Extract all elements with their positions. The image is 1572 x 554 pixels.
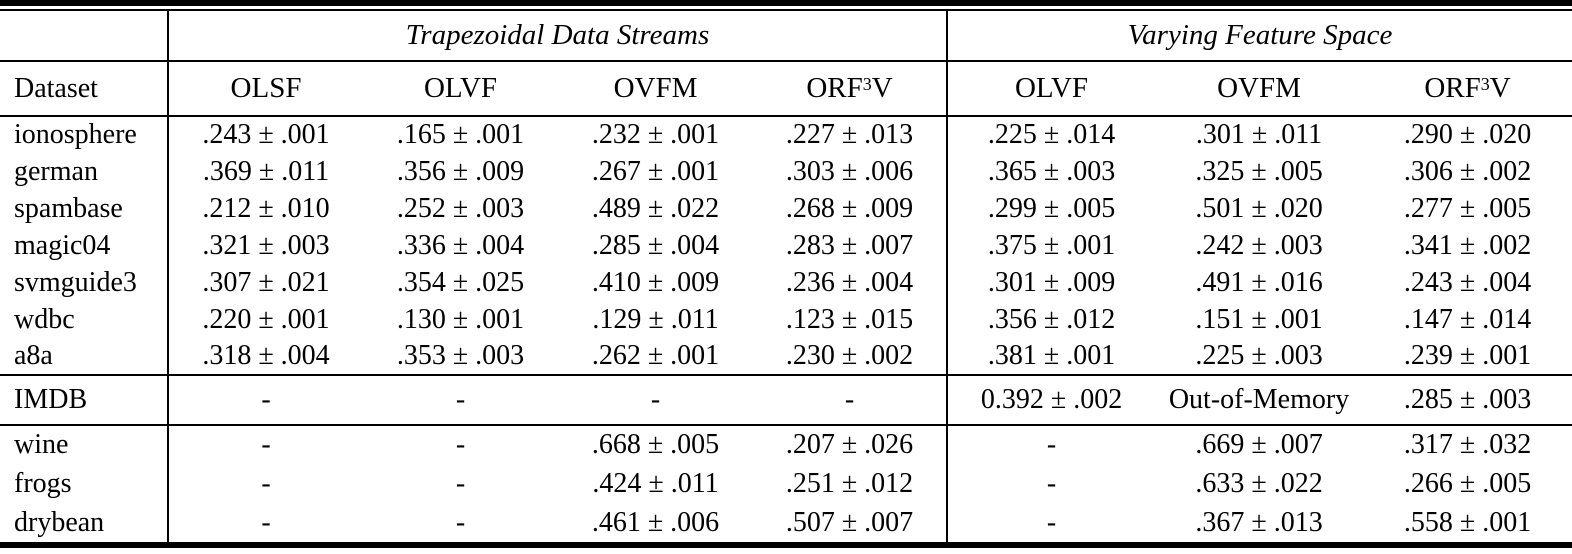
group-header-row — [0, 11, 1572, 61]
col-header-olsf-label: OLSF — [230, 72, 302, 104]
table-row — [0, 190, 1572, 227]
value-cell: .242 ± .003 — [1195, 229, 1323, 261]
value-cell: .267 ± .001 — [591, 155, 720, 187]
value-cell: - — [1046, 506, 1057, 538]
value-cell: .129 ± .011 — [592, 303, 719, 335]
value-cell: .243 ± .001 — [202, 119, 330, 150]
col-header-orf3v-2-sup: 3 — [1480, 74, 1490, 94]
value-cell: .130 ± .001 — [396, 303, 525, 335]
value-cell: .356 ± .009 — [396, 155, 525, 187]
col-header-olvf-2-label: OLVF — [1014, 72, 1089, 104]
value-cell: .317 ± .032 — [1403, 429, 1532, 460]
table-row — [0, 338, 1572, 375]
value-cell: .354 ± .025 — [396, 266, 525, 298]
value-cell: .424 ± .011 — [592, 467, 719, 499]
col-header-ovfm-2-label: OVFM — [1217, 72, 1301, 104]
value-cell: .230 ± .002 — [753, 338, 947, 375]
value-cell: .375 ± .001 — [987, 229, 1116, 261]
value-cell: .367 ± .013 — [1195, 506, 1323, 538]
dataset-name-cell: ionosphere — [0, 116, 168, 153]
value-cell: .491 ± .016 — [1195, 266, 1323, 298]
section-imdb — [0, 375, 1572, 425]
value-cell: .303 ± .006 — [753, 153, 947, 190]
value-cell: .633 ± .022 — [1195, 467, 1323, 499]
value-cell: .147 ± .014 — [1403, 303, 1532, 335]
section-extra-datasets — [0, 425, 1572, 542]
value-cell: - — [261, 467, 271, 499]
value-cell: .151 ± .001 — [1195, 303, 1323, 335]
value-cell: - — [168, 375, 363, 425]
value-cell: .232 ± .001 — [591, 119, 720, 150]
value-cell: .341 ± .002 — [1403, 229, 1532, 261]
value-cell: .301 ± .011 — [1195, 119, 1323, 150]
col-header-orf3v-1-post: V — [871, 72, 893, 104]
value-cell: 0.392 ± .002 — [947, 375, 1155, 425]
value-cell: - — [455, 506, 466, 538]
value-cell: .306 ± .002 — [1403, 155, 1532, 187]
dataset-name-cell: magic04 — [0, 227, 168, 264]
dataset-name-cell: svmguide3 — [0, 264, 168, 301]
table-row — [0, 301, 1572, 338]
col-header-orf3v-1 — [753, 61, 947, 116]
value-cell: .262 ± .001 — [558, 338, 753, 375]
value-cell: .336 ± .004 — [396, 229, 525, 261]
value-cell: .212 ± .010 — [202, 192, 330, 224]
group-header-varying: Varying Feature Space — [947, 11, 1572, 61]
value-cell: Out-of-Memory — [1155, 375, 1363, 425]
value-cell: .410 ± .009 — [591, 266, 720, 298]
table-row — [0, 116, 1572, 153]
col-header-orf3v-1-base: ORF — [806, 72, 863, 104]
value-cell: .225 ± .014 — [987, 119, 1116, 150]
value-cell: .365 ± .003 — [987, 155, 1116, 187]
value-cell: .225 ± .003 — [1155, 338, 1363, 375]
value-cell: .285 ± .003 — [1363, 375, 1572, 425]
value-cell: .252 ± .003 — [396, 192, 525, 224]
dataset-name-cell: frogs — [0, 464, 168, 503]
table-row — [0, 425, 1572, 464]
value-cell: .277 ± .005 — [1403, 192, 1532, 224]
value-cell: .489 ± .022 — [591, 192, 720, 224]
value-cell: - — [261, 429, 271, 460]
value-cell: .285 ± .004 — [591, 229, 720, 261]
dataset-name-cell: spambase — [0, 190, 168, 227]
value-cell: .239 ± .001 — [1363, 338, 1572, 375]
dataset-name-cell: wdbc — [0, 301, 168, 338]
results-table — [0, 11, 1572, 542]
value-cell: .356 ± .012 — [987, 303, 1116, 335]
value-cell: .307 ± .021 — [202, 266, 330, 298]
col-header-olvf-1 — [363, 61, 558, 116]
dataset-name-cell: drybean — [0, 503, 168, 542]
value-cell: .507 ± .007 — [753, 503, 947, 542]
table-row — [0, 375, 1572, 425]
value-cell: .369 ± .011 — [202, 155, 330, 187]
dataset-name-cell: german — [0, 153, 168, 190]
col-header-orf3v-2-post: V — [1489, 72, 1511, 104]
column-header-row — [0, 61, 1572, 116]
value-cell: - — [455, 467, 466, 499]
value-cell: .165 ± .001 — [396, 119, 525, 150]
col-header-olvf-1-label: OLVF — [423, 72, 498, 104]
value-cell: .290 ± .020 — [1403, 119, 1532, 150]
value-cell: .669 ± .007 — [1195, 429, 1323, 460]
dataset-name-cell: IMDB — [0, 375, 168, 425]
table-row — [0, 264, 1572, 301]
group-header-spacer — [0, 11, 168, 61]
value-cell: .381 ± .001 — [947, 338, 1155, 375]
value-cell: .325 ± .005 — [1195, 155, 1323, 187]
value-cell: .227 ± .013 — [753, 116, 947, 153]
dataset-name-cell: a8a — [0, 338, 168, 375]
value-cell: - — [261, 506, 271, 538]
col-header-olvf-2 — [947, 61, 1155, 116]
table-row — [0, 227, 1572, 264]
col-header-orf3v-2 — [1363, 61, 1572, 116]
value-cell: .243 ± .004 — [1403, 266, 1532, 298]
value-cell: .251 ± .012 — [753, 464, 947, 503]
value-cell: - — [455, 429, 466, 460]
table-row — [0, 153, 1572, 190]
table-row — [0, 464, 1572, 503]
value-cell: .318 ± .004 — [168, 338, 363, 375]
value-cell: .558 ± .001 — [1403, 506, 1532, 538]
value-cell: .321 ± .003 — [202, 229, 330, 261]
value-cell: .501 ± .020 — [1195, 192, 1323, 224]
value-cell: .266 ± .005 — [1403, 467, 1532, 499]
dataset-name-cell: wine — [0, 425, 168, 464]
value-cell: - — [753, 375, 947, 425]
bottom-rule — [0, 542, 1572, 548]
value-cell: .123 ± .015 — [753, 301, 947, 338]
value-cell: .668 ± .005 — [591, 429, 720, 460]
col-header-ovfm-2 — [1155, 61, 1363, 116]
value-cell: .299 ± .005 — [987, 192, 1116, 224]
value-cell: .220 ± .001 — [202, 303, 330, 335]
col-header-ovfm-1-label: OVFM — [613, 72, 698, 104]
col-header-orf3v-1-sup: 3 — [862, 74, 872, 94]
col-header-dataset: Dataset — [0, 61, 168, 116]
section-main-datasets — [0, 116, 1572, 375]
value-cell: .283 ± .007 — [753, 227, 947, 264]
col-header-olsf — [168, 61, 363, 116]
value-cell: .268 ± .009 — [753, 190, 947, 227]
value-cell: - — [363, 375, 558, 425]
value-cell: - — [1046, 429, 1057, 460]
value-cell: .207 ± .026 — [753, 425, 947, 464]
value-cell: - — [558, 375, 753, 425]
value-cell: .461 ± .006 — [591, 506, 720, 538]
value-cell: .301 ± .009 — [987, 266, 1116, 298]
col-header-orf3v-2-base: ORF — [1424, 72, 1481, 104]
value-cell: - — [1046, 467, 1057, 499]
value-cell: .236 ± .004 — [753, 264, 947, 301]
value-cell: .353 ± .003 — [363, 338, 558, 375]
table-row — [0, 503, 1572, 542]
col-header-ovfm-1 — [558, 61, 753, 116]
group-header-trapezoidal: Trapezoidal Data Streams — [168, 11, 947, 61]
